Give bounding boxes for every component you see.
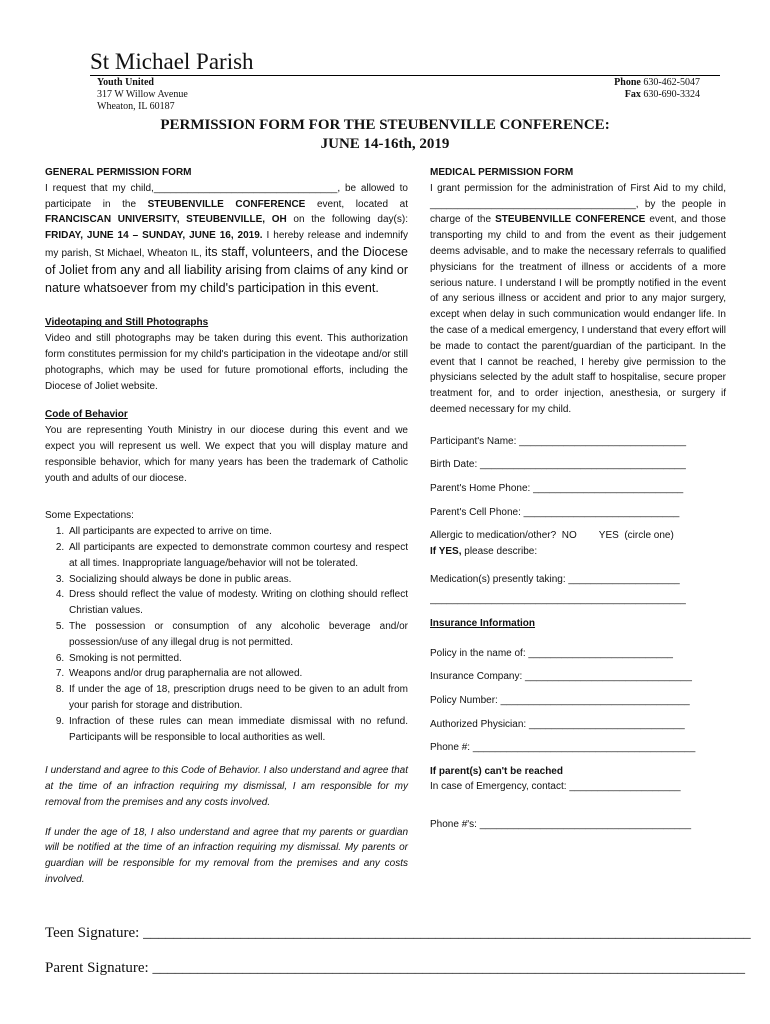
parent-signature-field[interactable]: Parent Signature: _______________________________________________________________________________ [45,960,745,976]
medical-paragraph [430,181,726,418]
phone-label: Phone [614,77,641,88]
minor-agreement-paragraph: If under the age of 18, I also understand and agree that my parents or guardian will be notified at the time of an infraction requiring my dismissal. My parents or guardian will be responsible for my removal from the premises and any costs involved. [45,826,408,886]
address-line-1: Youth United [97,77,154,88]
address-line-2: 317 W Willow Avenue [97,89,188,100]
physician-field[interactable]: Authorized Physician: ____________________________ [430,718,685,730]
right-column [430,165,726,841]
fax-line [614,89,700,101]
video-heading: Videotaping and Still Photographs [45,317,209,329]
expectation-item: 3. Socializing should always be done in public areas. [67,572,408,588]
describe-label: please describe: [461,545,538,557]
describe-field[interactable] [430,544,726,560]
home-phone-field[interactable]: Parent's Home Phone: ___________________________ [430,482,684,494]
medical-bold-1: STEUBENVILLE CONFERENCE [495,214,646,226]
cell-phone-field[interactable]: Parent's Cell Phone: ____________________________ [430,506,680,518]
header-rule [90,75,720,76]
expectation-item: 9. Infraction of these rules can mean immediate dismissal with no refund. Participants will be responsible to local authorities as well. [67,714,408,746]
general-heading: GENERAL PERMISSION FORM [45,167,192,178]
medical-heading: MEDICAL PERMISSION FORM [430,167,574,178]
behavior-paragraph: You are representing Youth Ministry in our diocese during this event and we expect you will represent us well. We expect that you will display mature and responsible behavior, which for many years has been the trademark of Catholic youth and adults of our diocese. [45,425,408,484]
physician-phone-field[interactable]: Phone #: ________________________________________ [430,742,696,754]
general-text-5: its staff, volunteers, and the Diocese of Joliet from any and all liability arising from claims of any kind or nature whatsoever from my child's participation in this event. [45,244,408,295]
emergency-contact-field[interactable]: In case of Emergency, contact: ____________________ [430,781,681,793]
medications-line[interactable]: ______________________________________________ [430,593,686,605]
org-name: St Michael Parish [90,49,254,74]
general-text-1: I request that my child,_________________________________, be allowed to participate in the [45,182,408,210]
participant-name-field[interactable]: Participant's Name: ______________________________ [430,435,687,447]
phone-value: 630-462-5047 [643,77,700,88]
video-paragraph: Video and still photographs may be taken during this event. This authorization form constitutes permission for my child's participation in the videotape and/or still photographs, which may be used for future promotional efforts, including the Diocese of Joliet website. [45,333,408,392]
form-title-line-2: JUNE 14-16th, 2019 [320,136,450,152]
general-bold-3: FRIDAY, JUNE 14 – SUNDAY, JUNE 16, 2019. [45,230,263,242]
form-title [0,116,770,154]
agreement-paragraph: I understand and agree to this Code of Behavior. I also understand and agree that at the time of an infraction requiring my dismissal, I am responsible for my removal from the premises and any costs involved. [45,765,408,808]
insurance-company-field[interactable]: Insurance Company: ______________________________ [430,671,692,683]
fax-value: 630-690-3324 [643,89,700,100]
expectation-item: 2. All participants are expected to demonstrate common courtesy and respect at all times. Inappropriate language/behavior will not be tolerated. [67,540,408,572]
expectations-label: Some Expectations: [45,510,134,522]
expectation-item: 4. Dress should reflect the value of modesty. Writing on clothing should reflect Christian values. [67,587,408,619]
expectation-item: 8. If under the age of 18, prescription drugs need to be given to an adult from your parish for storage and distribution. [67,682,408,714]
address-line-3: Wheaton, IL 60187 [97,101,175,112]
general-text-3: on the following day(s): [286,214,408,226]
birth-date-field[interactable]: Birth Date: _____________________________________ [430,459,686,471]
policy-number-field[interactable]: Policy Number: __________________________________ [430,694,690,706]
expectation-item: 1. All participants are expected to arrive on time. [67,524,408,540]
policy-name-field[interactable]: Policy in the name of: __________________________ [430,647,673,659]
general-text-4: I hereby release and indemnify my parish, St Michael, Wheaton IL, [45,230,408,259]
medications-field[interactable]: Medication(s) presently taking: ____________________ [430,573,680,585]
general-text-2: event, located at [305,198,408,210]
form-title-line-1: PERMISSION FORM FOR THE STEUBENVILLE CONFERENCE: [160,117,610,133]
expectation-item: 6. Smoking is not permitted. [67,651,408,667]
emergency-phone-field[interactable]: Phone #'s: ______________________________________ [430,819,692,831]
general-paragraph [45,181,408,298]
insurance-heading: Insurance Information [430,617,536,629]
emergency-heading: If parent(s) can't be reached [430,765,563,777]
address-block [97,77,188,113]
allergic-field[interactable]: Allergic to medication/other? NO YES (circle one) [430,530,674,542]
expectation-item: 7. Weapons and/or drug paraphernalia are not allowed. [67,666,408,682]
fax-label: Fax [624,89,641,100]
if-yes-label: If YES, [430,545,462,557]
medical-text-1: I grant permission for the administration of First Aid to my child, _____________________________________, by the people in charge of the [430,182,726,226]
medical-text-2: event, and those transporting my child to and from the event as their judgement deems advisable, and to make the necessary referrals to qualified physicians for the treatment of illness or accidents of a more serious nature. I understand I will be promptly notified in the event of any serious illness or accident and prior to any major surgery, except when delay in such communication would endanger life. In the case of a medical emergency, I understand that every effort will be made to contact the parent/guardian of the participant. In the event that I cannot be reached, I hereby give permission to the physicians selected by the adult staff to hospitalise, secure proper treatment for, and to order injection, anesthesia, or surgery if deemed necessary for my child. [430,214,726,415]
general-bold-1: STEUBENVILLE CONFERENCE [147,198,306,210]
behavior-heading: Code of Behavior [45,409,128,421]
expectation-item: 5. The possession or consumption of any alcoholic beverage and/or possession/use of any illegal drug is not permitted. [67,619,408,651]
teen-signature-field[interactable]: Teen Signature: _________________________________________________________________________________ [45,925,751,941]
contact-block [614,77,700,101]
phone-line [614,77,700,89]
general-bold-2: FRANCISCAN UNIVERSITY, STEUBENVILLE, OH [45,214,287,226]
expectations-list [45,524,408,745]
left-column [45,165,408,888]
